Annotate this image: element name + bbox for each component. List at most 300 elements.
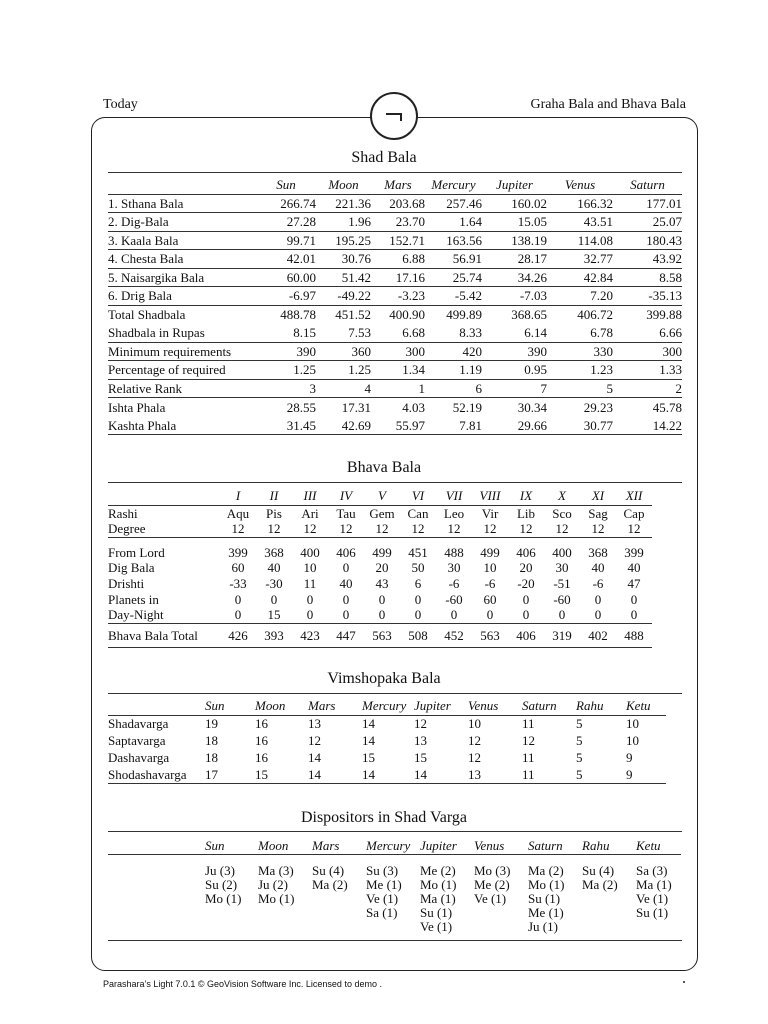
disp-item: Su (2) (205, 876, 238, 892)
bhava-bala-title: Bhava Bala (346, 459, 422, 476)
shad-value: 43.51 (547, 213, 613, 232)
bhava-col-header: VIII (479, 487, 501, 503)
bhava-col-header: III (303, 487, 317, 503)
disp-cell (366, 854, 420, 934)
shad-value: 6.78 (590, 325, 613, 340)
bhava-value: 393 (256, 623, 292, 647)
bhava-value: -6 (484, 575, 496, 591)
shad-bala-top-rule (108, 172, 682, 173)
shad-value: 1.64 (425, 213, 482, 232)
shad-value: 42.69 (341, 417, 371, 433)
vim-value: 10 (468, 715, 522, 732)
disp-item: Ve (1) (474, 890, 507, 906)
bhava-col-header: VI (411, 487, 425, 503)
vim-col-header: Moon (255, 698, 286, 714)
vim-value: 5 (576, 750, 583, 765)
bhava-value: 563 (472, 623, 508, 647)
disp-item: Su (1) (420, 904, 453, 920)
disp-cell (636, 854, 681, 934)
bhava-value: Sco (544, 505, 580, 521)
dispositors-table (108, 838, 681, 934)
shad-value: 6.68 (402, 325, 425, 340)
disp-item: Ma (3) (258, 862, 294, 878)
vim-col-header: Sun (205, 698, 225, 714)
bhava-value: 0 (414, 607, 422, 623)
shad-row (108, 324, 682, 343)
vim-col-header: Saturn (522, 698, 557, 714)
shad-col-header: Mercury (431, 177, 476, 193)
shad-value: 5 (547, 379, 613, 398)
shad-row (108, 416, 682, 435)
shad-value: 152.71 (371, 231, 425, 250)
shad-value: 390 (482, 342, 547, 361)
shad-value: 368.65 (482, 305, 547, 324)
bhava-value: 12 (375, 521, 389, 537)
bhava-value: 319 (544, 623, 580, 647)
bhava-value: 0 (414, 591, 422, 607)
shad-value: 43.92 (613, 250, 682, 269)
bhava-value: 20 (519, 559, 533, 575)
bhava-value: 0 (270, 591, 278, 607)
vim-value: 13 (308, 715, 362, 732)
bhava-value: -51 (553, 575, 571, 591)
shad-value: 42.01 (256, 250, 316, 269)
bhava-row-label: Dig Bala (108, 559, 155, 575)
shad-col-header: Mars (384, 177, 412, 193)
vim-value: 18 (205, 750, 218, 765)
bhava-value: 0 (450, 607, 458, 623)
vim-col-header: Mercury (362, 698, 407, 714)
bhava-value: Vir (472, 505, 508, 521)
vim-row-label: Dashavarga (108, 750, 170, 765)
disp-item: Me (2) (474, 876, 510, 892)
bhava-value: 15 (267, 607, 281, 623)
vim-value: 13 (468, 766, 481, 782)
bhava-value: 50 (411, 559, 425, 575)
shad-row-label: 1. Sthana Bala (108, 194, 256, 213)
bhava-value: 60 (231, 559, 245, 575)
bhava-row-label: Drishti (108, 575, 145, 591)
shad-row-label: 4. Chesta Bala (108, 250, 256, 269)
bhava-value: 12 (591, 521, 605, 537)
disp-col-header: Mercury (366, 838, 411, 854)
bhava-value: Leo (436, 505, 472, 521)
vim-value: 17 (205, 766, 218, 782)
shad-value: 28.55 (256, 398, 316, 417)
shad-row-label: Shadbala in Rupas (108, 325, 205, 340)
shad-value: 390 (256, 342, 316, 361)
vim-value: 12 (522, 733, 535, 748)
header-left: Today (103, 97, 138, 112)
dispositors-bottom-rule (108, 940, 682, 941)
bhava-value: 399 (220, 537, 256, 559)
bhava-col-header: IX (519, 487, 533, 503)
vim-row (108, 766, 666, 783)
bhava-value: 12 (447, 521, 461, 537)
bhava-value: -6 (592, 575, 604, 591)
shad-row-label: Ishta Phala (108, 398, 256, 417)
vim-value: 16 (255, 750, 268, 765)
vim-value: 15 (414, 750, 427, 765)
shad-value: 1.23 (547, 361, 613, 380)
shad-value: 99.71 (256, 231, 316, 250)
shad-value: 257.46 (425, 194, 482, 213)
shad-row (108, 342, 682, 361)
bhava-value: 12 (339, 521, 353, 537)
disp-item: Mo (1) (528, 876, 565, 892)
dispositors-title: Dispositors in Shad Varga (300, 809, 468, 826)
bhava-row-label: Bhava Bala Total (108, 623, 220, 647)
vimshopaka-title: Vimshopaka Bala (327, 670, 441, 687)
shad-value: -35.13 (613, 287, 682, 306)
bhava-value: 488 (616, 623, 652, 647)
shad-bottom-rule (108, 435, 682, 436)
shad-value: 34.26 (482, 268, 547, 287)
shad-row (108, 361, 682, 380)
bhava-col-header: VII (445, 487, 463, 503)
shad-value: 29.66 (517, 417, 547, 433)
vim-row-label: Shadavarga (108, 715, 205, 732)
shad-row-label: Kashta Phala (108, 417, 177, 433)
shad-value: 6.88 (371, 250, 425, 269)
shad-value: 25.74 (425, 268, 482, 287)
bhava-value: 452 (436, 623, 472, 647)
shad-value: 221.36 (316, 194, 371, 213)
footer-text: Parashara’s Light 7.0.1 © GeoVision Software Inc. Licensed to demo . (103, 979, 382, 989)
shad-value: 1.19 (425, 361, 482, 380)
disp-col-header: Ketu (636, 838, 661, 854)
bhava-value: 0 (558, 607, 566, 623)
disp-cell (420, 854, 474, 934)
disp-item: Ve (1) (366, 890, 399, 906)
shad-value: -3.23 (371, 287, 425, 306)
shad-value: 8.33 (459, 325, 482, 340)
vim-value: 15 (255, 766, 268, 782)
bhava-row (108, 521, 652, 537)
bhava-value: Aqu (220, 505, 256, 521)
bhava-value: 12 (627, 521, 641, 537)
footer-dot (683, 981, 685, 983)
bhava-row (108, 623, 652, 647)
vim-value: 11 (522, 766, 535, 782)
bhava-value: 40 (339, 575, 353, 591)
disp-item: Mo (3) (474, 862, 511, 878)
disp-col-header: Moon (258, 838, 289, 854)
vim-value: 13 (414, 733, 427, 748)
shad-value: 360 (316, 342, 371, 361)
bhava-col-header: IV (339, 487, 353, 503)
bhava-value: 368 (580, 537, 616, 559)
shad-col-header: Moon (328, 177, 359, 193)
disp-item: Su (4) (312, 862, 345, 878)
shad-value: 7 (482, 379, 547, 398)
shad-value: 420 (425, 342, 482, 361)
shad-value: 3 (256, 379, 316, 398)
disp-cell (205, 854, 258, 934)
shad-value: 1.33 (613, 361, 682, 380)
bhava-value: 30 (555, 559, 569, 575)
bhava-value: 426 (220, 623, 256, 647)
vim-value: 18 (205, 733, 218, 748)
shad-value: 0.95 (482, 361, 547, 380)
vim-value: 19 (205, 715, 255, 732)
disp-col-header: Venus (474, 838, 505, 854)
bhava-value: 12 (267, 521, 281, 537)
bhava-col-header: II (269, 487, 279, 503)
shad-value: 30.34 (482, 398, 547, 417)
bhava-row-label: Planets in (108, 591, 159, 607)
bhava-value: Cap (616, 505, 652, 521)
shad-value: 4.03 (371, 398, 425, 417)
shad-value: 29.23 (547, 398, 613, 417)
bhava-row-label: Degree (108, 521, 146, 537)
shad-value: 23.70 (371, 213, 425, 232)
bhava-value: 0 (306, 607, 314, 623)
shad-value: 6 (425, 379, 482, 398)
shad-value: 499.89 (425, 305, 482, 324)
bhava-value: -6 (448, 575, 460, 591)
shad-value: -6.97 (256, 287, 316, 306)
disp-cell (582, 854, 636, 934)
bhava-value: 0 (378, 591, 386, 607)
bhava-col-header: XII (625, 487, 643, 503)
bhava-value: 447 (328, 623, 364, 647)
disp-item: Ma (2) (312, 876, 348, 892)
shad-value: 451.52 (316, 305, 371, 324)
bhava-value: 10 (483, 559, 497, 575)
shad-row (108, 231, 682, 250)
vim-value: 10 (626, 733, 639, 748)
shad-col-header: Venus (564, 177, 596, 193)
shad-value: 7.53 (348, 325, 371, 340)
shad-row (108, 287, 682, 306)
disp-item: Ma (2) (582, 876, 618, 892)
shad-value: 330 (547, 342, 613, 361)
disp-col-header: Saturn (528, 838, 563, 854)
shad-row (108, 379, 682, 398)
shad-value: 60.00 (256, 268, 316, 287)
bhava-value: 0 (306, 591, 314, 607)
bhava-row (108, 537, 652, 559)
bhava-value: 43 (375, 575, 389, 591)
disp-item: Su (1) (528, 890, 561, 906)
shad-value: 7.20 (547, 287, 613, 306)
shad-row (108, 250, 682, 269)
bhava-value: 0 (594, 591, 602, 607)
bhava-value: Sag (580, 505, 616, 521)
shad-value: 1.25 (256, 361, 316, 380)
bhava-value: 0 (378, 607, 386, 623)
shad-row (108, 305, 682, 324)
vim-value: 14 (362, 766, 375, 782)
bhava-value: 12 (303, 521, 317, 537)
shad-row (108, 194, 682, 213)
disp-item: Ma (1) (420, 890, 456, 906)
disp-item: Mo (1) (420, 876, 457, 892)
shad-value: 30.76 (316, 250, 371, 269)
shad-value: -7.03 (482, 287, 547, 306)
bhava-value: 499 (472, 537, 508, 559)
bhava-col-header: XI (591, 487, 605, 503)
shad-value: 27.28 (256, 213, 316, 232)
disp-item: Me (2) (420, 862, 456, 878)
shad-value: 55.97 (395, 417, 425, 433)
shad-value: 300 (371, 342, 425, 361)
vim-col-header: Rahu (576, 698, 604, 714)
bhava-value: -60 (445, 591, 463, 607)
bhava-row (108, 607, 652, 623)
shad-value: -5.42 (425, 287, 482, 306)
bhava-row (108, 559, 652, 575)
bhava-value: 40 (627, 559, 641, 575)
shad-value: 406.72 (547, 305, 613, 324)
bhava-bala-top-rule (108, 482, 682, 483)
bhava-value: 0 (630, 607, 638, 623)
vim-col-header: Ketu (626, 698, 651, 714)
bhava-value: 47 (627, 575, 641, 591)
dispositors-top-rule (108, 831, 682, 832)
vim-value: 9 (626, 750, 633, 765)
disp-item: Su (4) (582, 862, 615, 878)
bhava-value: 563 (364, 623, 400, 647)
disp-item: Ve (1) (420, 918, 453, 934)
disp-item: Mo (1) (205, 890, 242, 906)
vimshopaka-top-rule (108, 693, 682, 694)
vimshopaka-table (108, 697, 666, 784)
shad-value: 266.74 (256, 194, 316, 213)
disp-item: Ma (2) (528, 862, 564, 878)
bhava-value: 451 (400, 537, 436, 559)
disp-item: Sa (3) (636, 862, 668, 878)
shad-value: 177.01 (613, 194, 682, 213)
vim-col-header: Jupiter (414, 698, 451, 714)
shad-value: 8.58 (613, 268, 682, 287)
bhava-value: 6 (414, 575, 422, 591)
disp-col-header: Jupiter (420, 838, 457, 854)
vim-value: 11 (522, 715, 576, 732)
shad-value: 32.77 (547, 250, 613, 269)
bhava-value: Can (400, 505, 436, 521)
shad-value: 138.19 (482, 231, 547, 250)
bhava-value: 0 (234, 607, 242, 623)
shad-col-header: Saturn (630, 177, 665, 193)
bhava-value: 12 (555, 521, 569, 537)
shad-row-label: Total Shadbala (108, 305, 256, 324)
vim-value: 5 (576, 766, 583, 782)
bhava-value: 499 (364, 537, 400, 559)
disp-item: Me (1) (528, 904, 564, 920)
vim-value: 15 (362, 750, 375, 765)
vim-row (108, 715, 666, 732)
disp-item: Ju (2) (258, 876, 288, 892)
bhava-row (108, 575, 652, 591)
shad-value: 42.84 (547, 268, 613, 287)
shad-value: 488.78 (256, 305, 316, 324)
shad-bala-table (108, 176, 682, 435)
vim-value: 12 (468, 750, 481, 765)
bhava-value: 0 (342, 559, 350, 575)
shad-value: 6.66 (659, 325, 682, 340)
shad-value: 7.81 (459, 417, 482, 433)
vim-value: 14 (308, 750, 321, 765)
shad-row-label: Percentage of required (108, 361, 256, 380)
disp-cell (528, 854, 582, 934)
vim-value: 12 (468, 733, 481, 748)
shad-value: -49.22 (316, 287, 371, 306)
disp-item: Ju (1) (528, 918, 558, 934)
bhava-value: 30 (447, 559, 461, 575)
bhava-value: 40 (267, 559, 281, 575)
bhava-row (108, 505, 652, 521)
vim-value: 16 (255, 733, 268, 748)
bhava-value: -33 (229, 575, 247, 591)
vim-value: 16 (255, 715, 308, 732)
vim-value: 11 (522, 750, 535, 765)
bhava-col-header: X (558, 487, 566, 503)
bhava-value: Gem (364, 505, 400, 521)
shad-col-header: Jupiter (496, 177, 533, 193)
bhava-value: 12 (231, 521, 245, 537)
bhava-value: 12 (483, 521, 497, 537)
bhava-value: 0 (594, 607, 602, 623)
bhava-value: 0 (522, 607, 530, 623)
shad-row (108, 398, 682, 417)
disp-col-header: Rahu (582, 838, 610, 854)
bhava-value: 0 (522, 591, 530, 607)
bhava-value: Lib (508, 505, 544, 521)
disp-cell (258, 854, 312, 934)
disp-item: Me (1) (366, 876, 402, 892)
shad-value: 400.90 (371, 305, 425, 324)
vim-value: 5 (576, 733, 583, 748)
bhava-value: 368 (256, 537, 292, 559)
vim-bottom-rule (108, 783, 666, 784)
vim-row-label: Saptavarga (108, 733, 166, 748)
shad-value: 51.42 (316, 268, 371, 287)
disp-item: Su (1) (636, 904, 669, 920)
shad-value: 14.22 (652, 417, 682, 433)
shad-value: 30.77 (583, 417, 613, 433)
vim-value: 9 (626, 766, 633, 782)
shad-bala-title: Shad Bala (351, 149, 417, 166)
shad-value: 195.25 (316, 231, 371, 250)
shad-row (108, 268, 682, 287)
shad-row (108, 213, 682, 232)
shad-value: 25.07 (613, 213, 682, 232)
bhava-col-header: V (378, 487, 386, 503)
bhava-value: 406 (508, 537, 544, 559)
shad-value: 31.45 (286, 417, 316, 433)
disp-cell (312, 854, 366, 934)
header-right: Graha Bala and Bhava Bala (530, 97, 686, 112)
bhava-value: Tau (328, 505, 364, 521)
bhava-value: 0 (486, 607, 494, 623)
bhava-row-label: From Lord (108, 537, 220, 559)
bhava-value: 12 (411, 521, 425, 537)
bhava-value: Pis (256, 505, 292, 521)
shad-value: 1.96 (316, 213, 371, 232)
shad-value: 4 (316, 379, 371, 398)
bhava-value: 0 (342, 607, 350, 623)
shad-value: 300 (613, 342, 682, 361)
shad-value: 1.25 (316, 361, 371, 380)
shad-value: 28.17 (482, 250, 547, 269)
vim-value: 14 (414, 766, 427, 782)
shad-row-label: 5. Naisargika Bala (108, 268, 256, 287)
shad-col-header: Sun (276, 177, 296, 193)
shad-value: 6.14 (524, 325, 547, 340)
bhava-col-header: I (235, 487, 241, 503)
